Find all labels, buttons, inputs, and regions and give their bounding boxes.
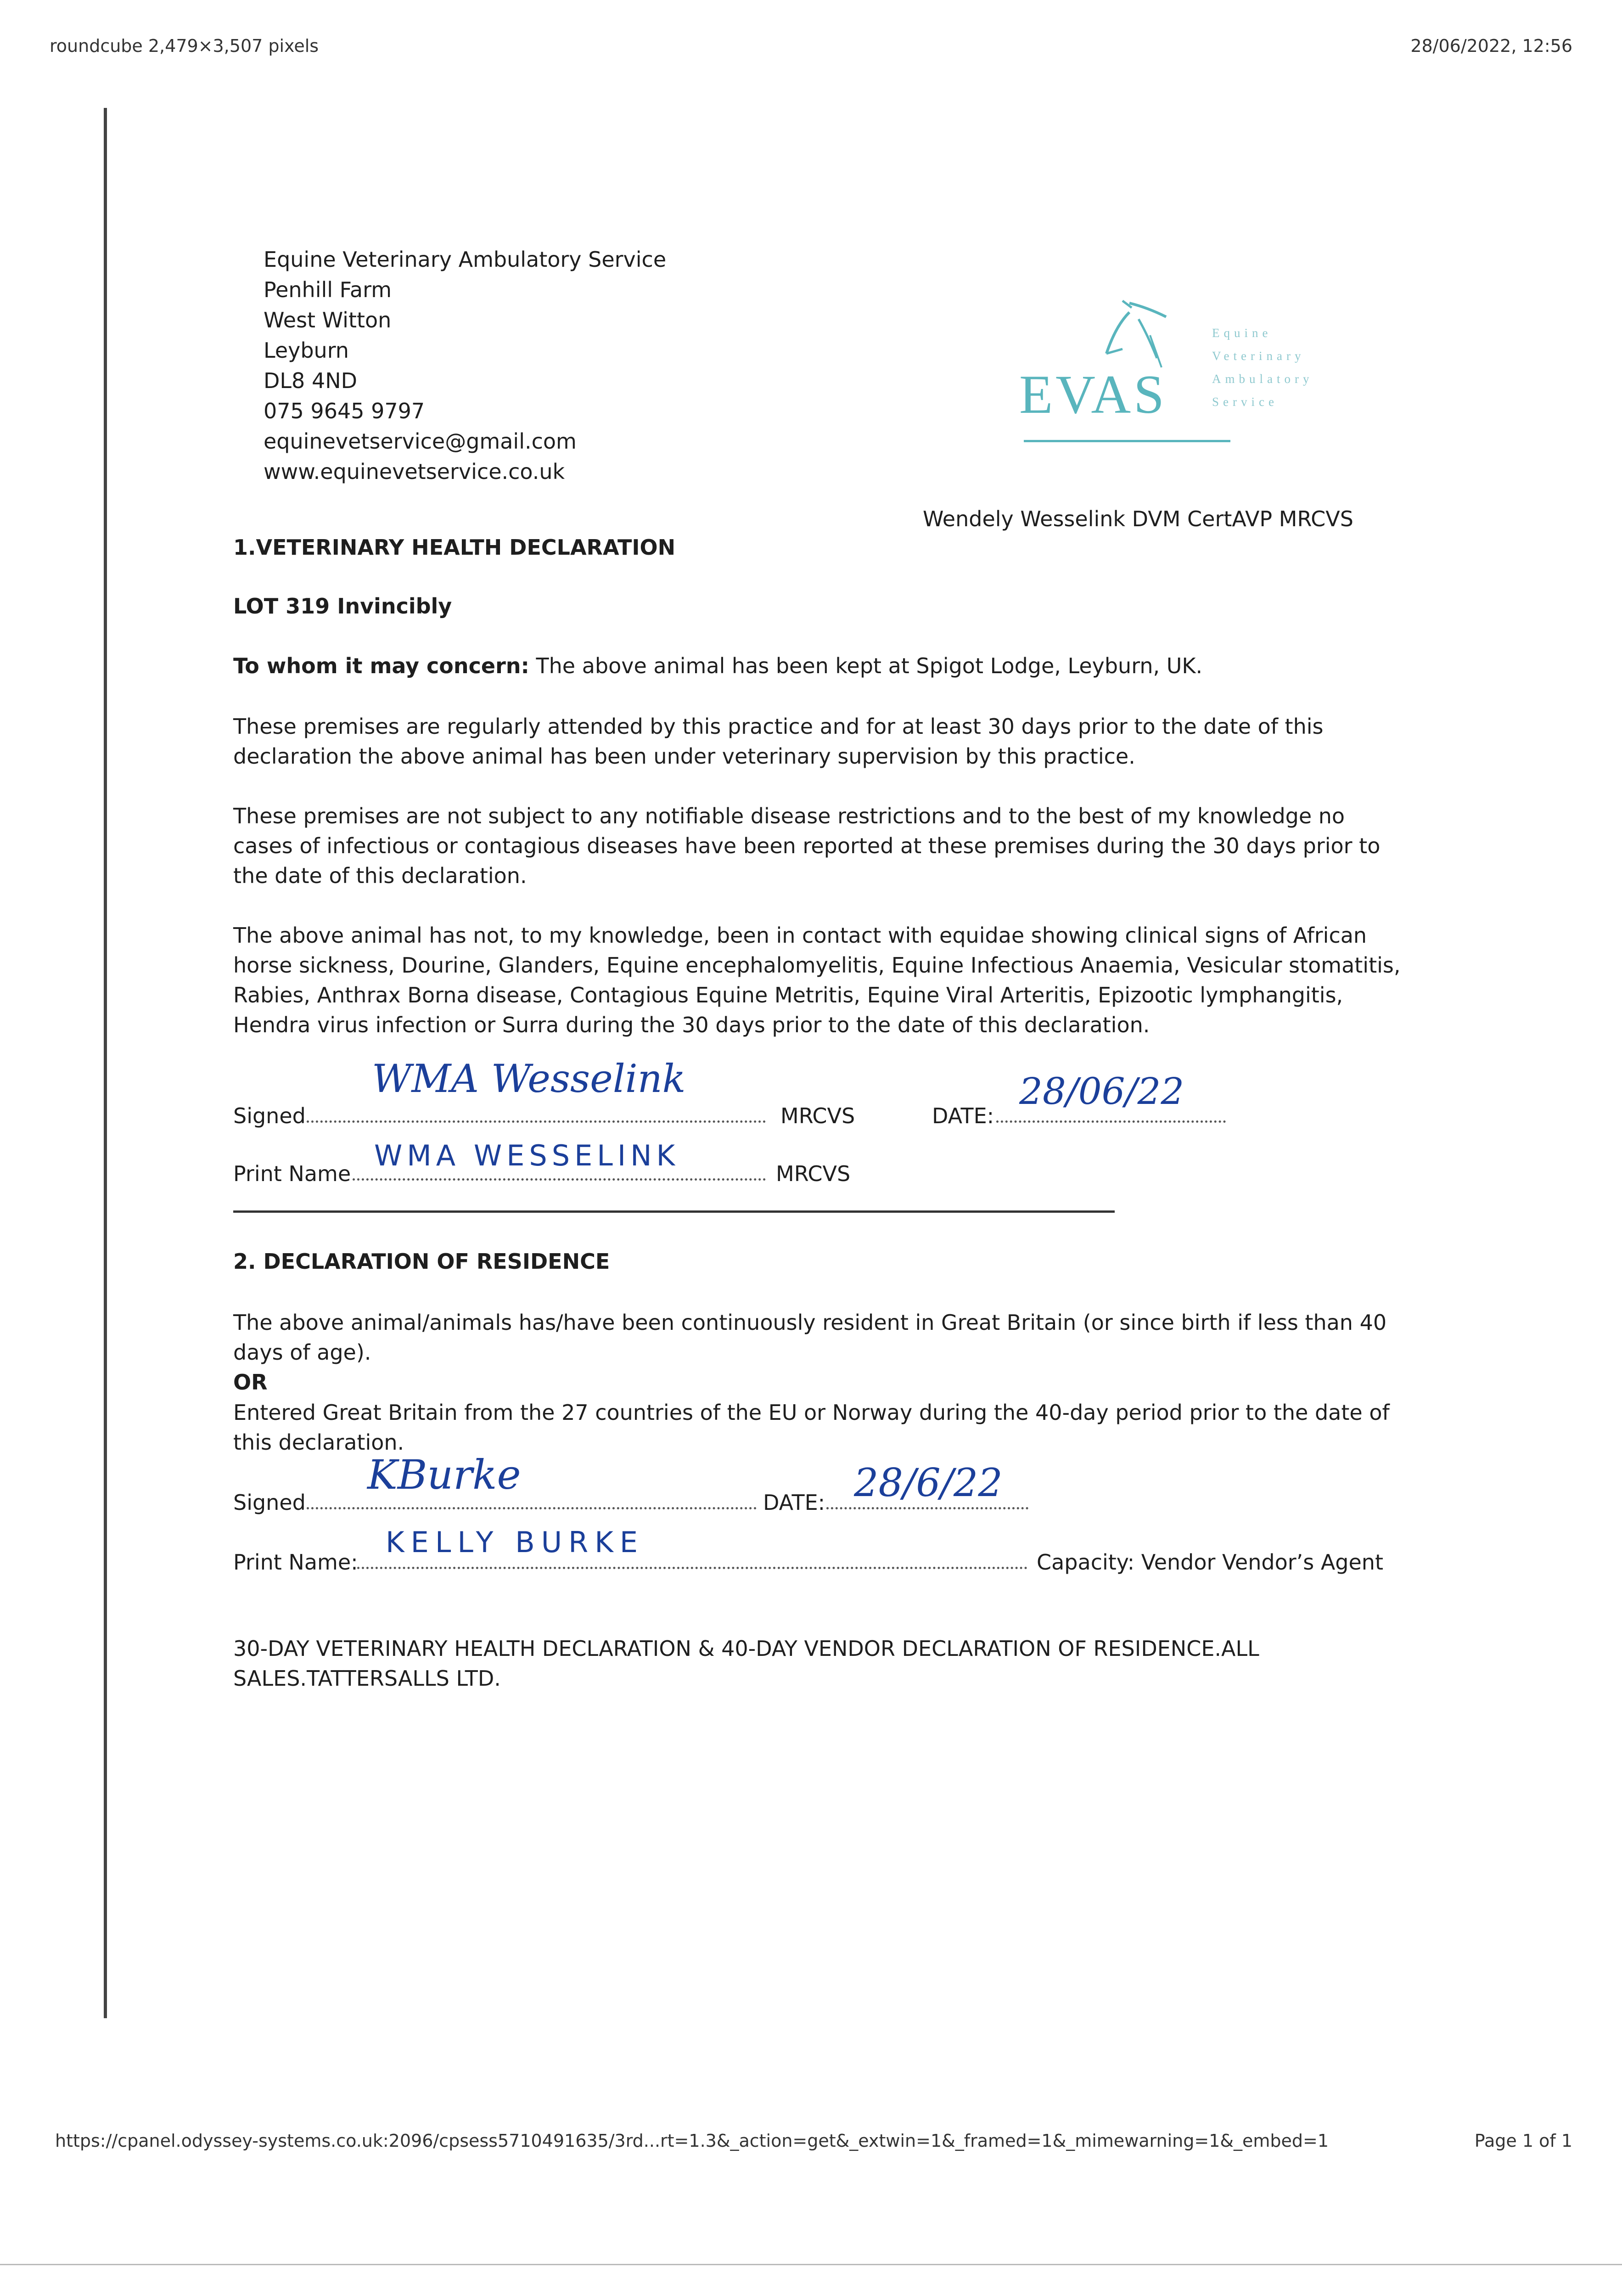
vendor-date-handwritten: 28/6/22 (854, 1460, 1003, 1505)
scan-left-edge (104, 108, 107, 2018)
logo-word: Veterinary (1212, 349, 1305, 363)
section2-heading: 2. DECLARATION OF RESIDENCE (233, 1249, 610, 1274)
section1-para2: These premises are not subject to any notifiable disease restrictions and to the best of my knowledge no cases of infectious or contagious diseases have been reported at these premises during the 30 days prior to the date of this declaration. (233, 804, 1381, 888)
logo-acronym: EVAS (1019, 364, 1167, 425)
vendor-print-handwritten: KELLY BURKE (386, 1525, 645, 1559)
vet-print-suffix: MRCVS (776, 1161, 851, 1186)
logo-words (1212, 321, 1313, 413)
print-header-title: roundcube 2,479×3,507 pixels (50, 36, 319, 56)
section2-para2: Entered Great Britain from the 27 countries of the EU or Norway during the 40-day period prior to the date of this declaration. (233, 1400, 1390, 1455)
section1-heading: 1.VETERINARY HEALTH DECLARATION (233, 535, 676, 560)
section1-para1: These premises are regularly attended by this practice and for at least 30 days prior to the date of this declaration the above animal has been under veterinary supervision by this practice. (233, 714, 1324, 769)
address-line: equinevetservice@gmail.com (264, 429, 577, 454)
logo-word: Equine (1212, 326, 1272, 340)
address-line: Leyburn (264, 338, 349, 363)
vendor-signed-label: Signed (233, 1490, 306, 1515)
vet-signed-label: Signed (233, 1103, 306, 1128)
concern-label: To whom it may concern: (233, 653, 529, 678)
footer-note (233, 1634, 1259, 1694)
concern-text: The above animal has been kept at Spigot Lodge, Leyburn, UK. (529, 653, 1203, 678)
vendor-print-label: Print Name: (233, 1550, 358, 1575)
vet-print-label: Print Name (233, 1161, 351, 1186)
concern-line (233, 651, 1202, 681)
address-line: Equine Veterinary Ambulatory Service (264, 247, 667, 272)
section2-para1: The above animal/animals has/have been continuously resident in Great Britain (or since birth if less than 40 days of age). (233, 1310, 1387, 1365)
footer-note-line: 30-DAY VETERINARY HEALTH DECLARATION & 40-DAY VENDOR DECLARATION OF RESIDENCE.ALL (233, 1636, 1259, 1661)
address-line: Penhill Farm (264, 277, 392, 302)
page-bottom-edge (0, 2264, 1622, 2265)
address-line: DL8 4ND (264, 368, 358, 393)
address-line: 075 9645 9797 (264, 399, 425, 423)
vet-signed-suffix: MRCVS (780, 1103, 855, 1128)
section1-para3: The above animal has not, to my knowledge, been in contact with equidae showing clinical signs of African horse sickness, Dourine, Glanders, Equine encephalomyelitis, Equine Infectious Anaemia, Vesicular stomatitis, Rabies, Anthrax Borna disease, Contagious Equine Metritis, Equine Viral Arteritis, Epizootic lymphangitis, Hendra virus infection or Surra during the 30 days prior to the date of this declaration. (233, 923, 1401, 1037)
logo-word: Ambulatory (1212, 372, 1313, 386)
vendor-signature-handwritten: KBurke (367, 1451, 521, 1498)
vendor-signature-line (307, 1507, 757, 1509)
vet-print-handwritten: WMA WESSELINK (374, 1139, 680, 1172)
section-divider (233, 1210, 1115, 1213)
logo-word: Service (1212, 395, 1278, 409)
address-line: West Witton (264, 308, 392, 332)
address-block (264, 244, 666, 487)
vet-signature-handwritten: WMA Wesselink (372, 1056, 686, 1101)
vet-print-line (353, 1178, 766, 1181)
vet-date-handwritten: 28/06/22 (1019, 1070, 1184, 1113)
print-footer-page: Page 1 of 1 (1474, 2131, 1572, 2151)
vendor-date-line (826, 1507, 1028, 1509)
vet-signature-line (307, 1120, 766, 1123)
print-footer-url: https://cpanel.odyssey-systems.co.uk:2096/cpsess5710491635/3rd...rt=1.3&_action=get&_extwin=1&_framed=1&_mimewarning=1&_embed=1 (55, 2131, 1329, 2151)
vet-date-line (996, 1120, 1226, 1123)
vendor-date-label: DATE: (763, 1490, 825, 1515)
evas-logo (973, 294, 1331, 450)
vendor-capacity: Capacity: Vendor Vendor’s Agent (1037, 1550, 1384, 1575)
section2-or: OR (233, 1370, 268, 1395)
print-header-datetime: 28/06/2022, 12:56 (1410, 36, 1572, 56)
vet-name: Wendely Wesselink DVM CertAVP MRCVS (923, 506, 1353, 531)
vendor-print-line (357, 1567, 1027, 1569)
logo-underline (1024, 440, 1230, 442)
vet-date-label: DATE: (932, 1103, 994, 1128)
lot-number: LOT 319 Invincibly (233, 594, 452, 619)
footer-note-line: SALES.TATTERSALLS LTD. (233, 1666, 501, 1691)
address-line: www.equinevetservice.co.uk (264, 459, 565, 484)
